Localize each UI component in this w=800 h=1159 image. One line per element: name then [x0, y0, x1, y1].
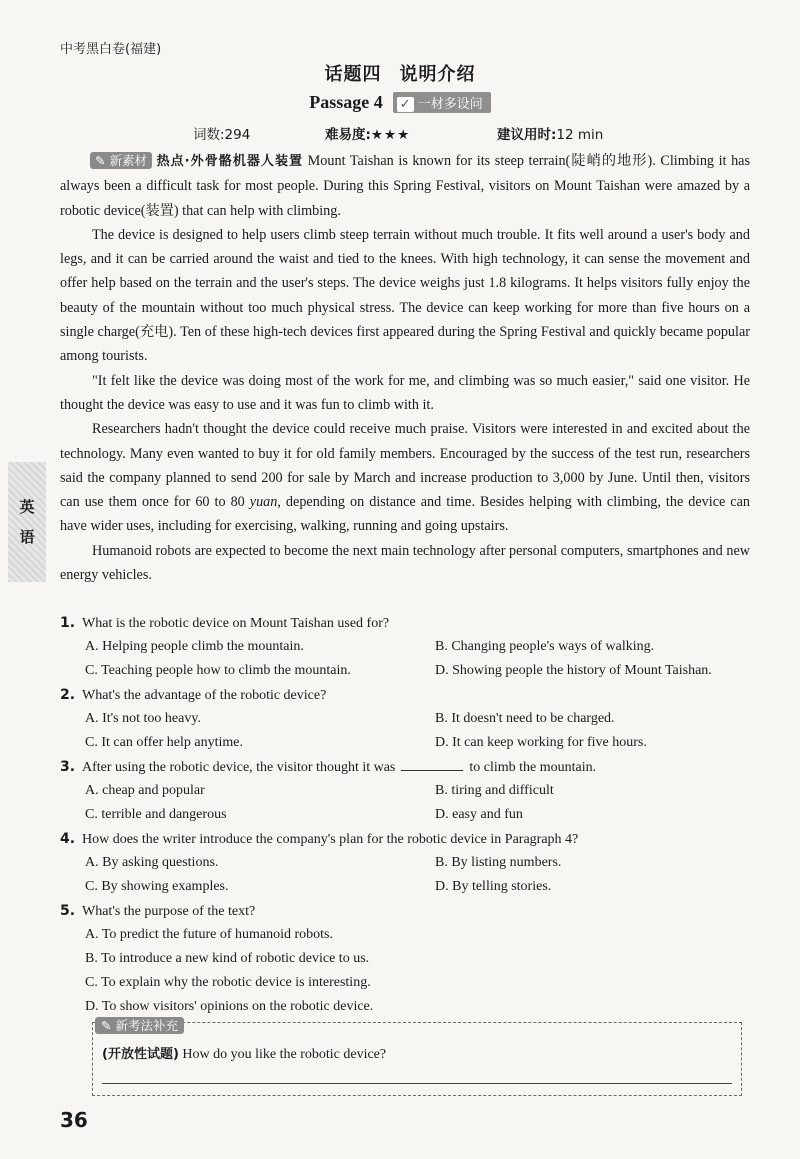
- question: [60, 755, 760, 827]
- question-stem: What's the purpose of the text?: [82, 904, 256, 919]
- difficulty: [325, 123, 410, 143]
- subject-side-tab: [8, 462, 46, 582]
- side-tab-char: 英: [19, 498, 35, 516]
- answer-option[interactable]: C. terrible and dangerous: [85, 807, 227, 822]
- answer-option[interactable]: D. By telling stories.: [435, 879, 552, 894]
- word-count: 词数:294: [193, 127, 251, 143]
- new-material-tag: ✎ 新素材: [90, 152, 152, 169]
- answer-option[interactable]: A. By asking questions.: [85, 855, 219, 870]
- check-icon: ✓: [397, 97, 414, 112]
- answer-option[interactable]: D. To show visitors' opinions on the robotic device.: [85, 999, 374, 1014]
- answer-option[interactable]: B. tiring and difficult: [435, 783, 554, 798]
- multi-question-badge: [393, 92, 491, 113]
- open-question: [102, 1043, 386, 1063]
- answer-option[interactable]: B. By listing numbers.: [435, 855, 562, 870]
- question-number: 5.: [60, 903, 76, 919]
- answer-option[interactable]: A. Helping people climb the mountain.: [85, 639, 304, 654]
- answer-line[interactable]: [102, 1083, 732, 1084]
- question-number: 3.: [60, 759, 76, 775]
- open-question-label: (开放性试题): [102, 1047, 179, 1062]
- side-tab-char: 语: [19, 528, 35, 546]
- question-list: [60, 611, 760, 1019]
- answer-option[interactable]: A. To predict the future of humanoid robots.: [85, 927, 333, 942]
- answer-option[interactable]: C. Teaching people how to climb the mountain.: [85, 663, 351, 678]
- paragraph: The device is designed to help users climb steep terrain without much trouble. It fits well around a user's body and legs, and it can be carried around the waist and tied to the knees. With high technology, it can sense the movement and offer help based on the terrain and the user's steps. The device weighs just 1.8 kilograms. It helps visitors fully enjoy the beauty of the mountain without too much physical stress. The device can keep working for more than five hours on a single charge(充电). Ten of these high-tech devices first appeared during the Spring Festival and quickly became popular among tourists.: [60, 226, 750, 365]
- paragraph: "It felt like the device was doing most of the work for me, and climbing was so much easier," said one visitor. He thought the device was easy to use and it was fun to climb with it.: [60, 372, 750, 413]
- reading-passage: [60, 149, 750, 587]
- suggested-time: [497, 123, 603, 143]
- question-stem-end: to climb the mountain.: [469, 760, 597, 775]
- series-title: 中考黑白卷(福建): [60, 42, 162, 57]
- page-number: 36: [60, 1108, 88, 1132]
- question-number: 2.: [60, 687, 76, 703]
- answer-option[interactable]: C. It can offer help anytime.: [85, 735, 243, 750]
- open-question-text: How do you like the robotic device?: [178, 1047, 387, 1062]
- question-stem: What's the advantage of the robotic device?: [82, 688, 327, 703]
- difficulty-label: 难易度:: [325, 127, 371, 143]
- question-stem: How does the writer introduce the company's plan for the robotic device in Paragraph 4?: [82, 832, 579, 847]
- answer-option[interactable]: A. cheap and popular: [85, 783, 205, 798]
- paragraph: Researchers hadn't thought the device could receive much praise. Visitors were interested in and excited about the technology. Many even wanted to buy it for old family members. Encouraged by the success of the test run, researchers said the company planned to send 200 for sale by March and increase production to 3,000 by June. Until then, visitors can use them once for 60 to 80 yuan, depending on distance and time. Besides helping with climbing, the device can have wider uses, including for exercising, walking, running and going upstairs.: [60, 421, 750, 535]
- question: [60, 827, 760, 899]
- topic-heading: [0, 60, 800, 86]
- passage-heading: [0, 92, 800, 113]
- question-stem: What is the robotic device on Mount Taishan used for?: [82, 616, 390, 631]
- supplement-tag: ✎ 新考法补充: [95, 1017, 184, 1034]
- hot-topic-label: 热点·外骨骼机器人装置: [156, 154, 304, 169]
- question-stem: After using the robotic device, the visitor thought it was: [82, 760, 396, 775]
- topic-name: 说明介绍: [399, 64, 476, 85]
- paragraph: Humanoid robots are expected to become the next main technology after personal computers, smartphones and new energy vehicles.: [60, 542, 750, 584]
- paragraph: ✎ 新素材 热点·外骨骼机器人装置 Mount Taishan is known for its steep terrain(陡峭的地形). Climbing it has always been a difficult task for most people. During this Spring Festival, visitors on Mount Taishan were amazed by a robotic device(装置) that can help with climbing.: [60, 153, 750, 219]
- answer-option[interactable]: D. easy and fun: [435, 807, 523, 822]
- question: [60, 611, 760, 683]
- time-value: 12 min: [556, 127, 604, 143]
- question-number: 4.: [60, 831, 76, 847]
- difficulty-stars: ★★★: [370, 127, 411, 143]
- passage-label: Passage 4: [309, 92, 383, 112]
- answer-option[interactable]: C. To explain why the robotic device is interesting.: [85, 975, 371, 990]
- answer-option[interactable]: B. It doesn't need to be charged.: [435, 711, 615, 726]
- question-number: 1.: [60, 615, 76, 631]
- question: [60, 899, 760, 1019]
- answer-option[interactable]: A. It's not too heavy.: [85, 711, 201, 726]
- time-label: 建议用时:: [497, 127, 557, 143]
- answer-option[interactable]: B. To introduce a new kind of robotic device to us.: [85, 951, 370, 966]
- topic-label: 话题四: [324, 64, 382, 85]
- question: [60, 683, 760, 755]
- answer-blank[interactable]: [401, 756, 463, 771]
- answer-option[interactable]: C. By showing examples.: [85, 879, 229, 894]
- answer-option[interactable]: B. Changing people's ways of walking.: [435, 639, 655, 654]
- badge-text: 一材多设问: [417, 97, 483, 112]
- answer-option[interactable]: D. It can keep working for five hours.: [435, 735, 647, 750]
- answer-option[interactable]: D. Showing people the history of Mount Taishan.: [435, 663, 712, 678]
